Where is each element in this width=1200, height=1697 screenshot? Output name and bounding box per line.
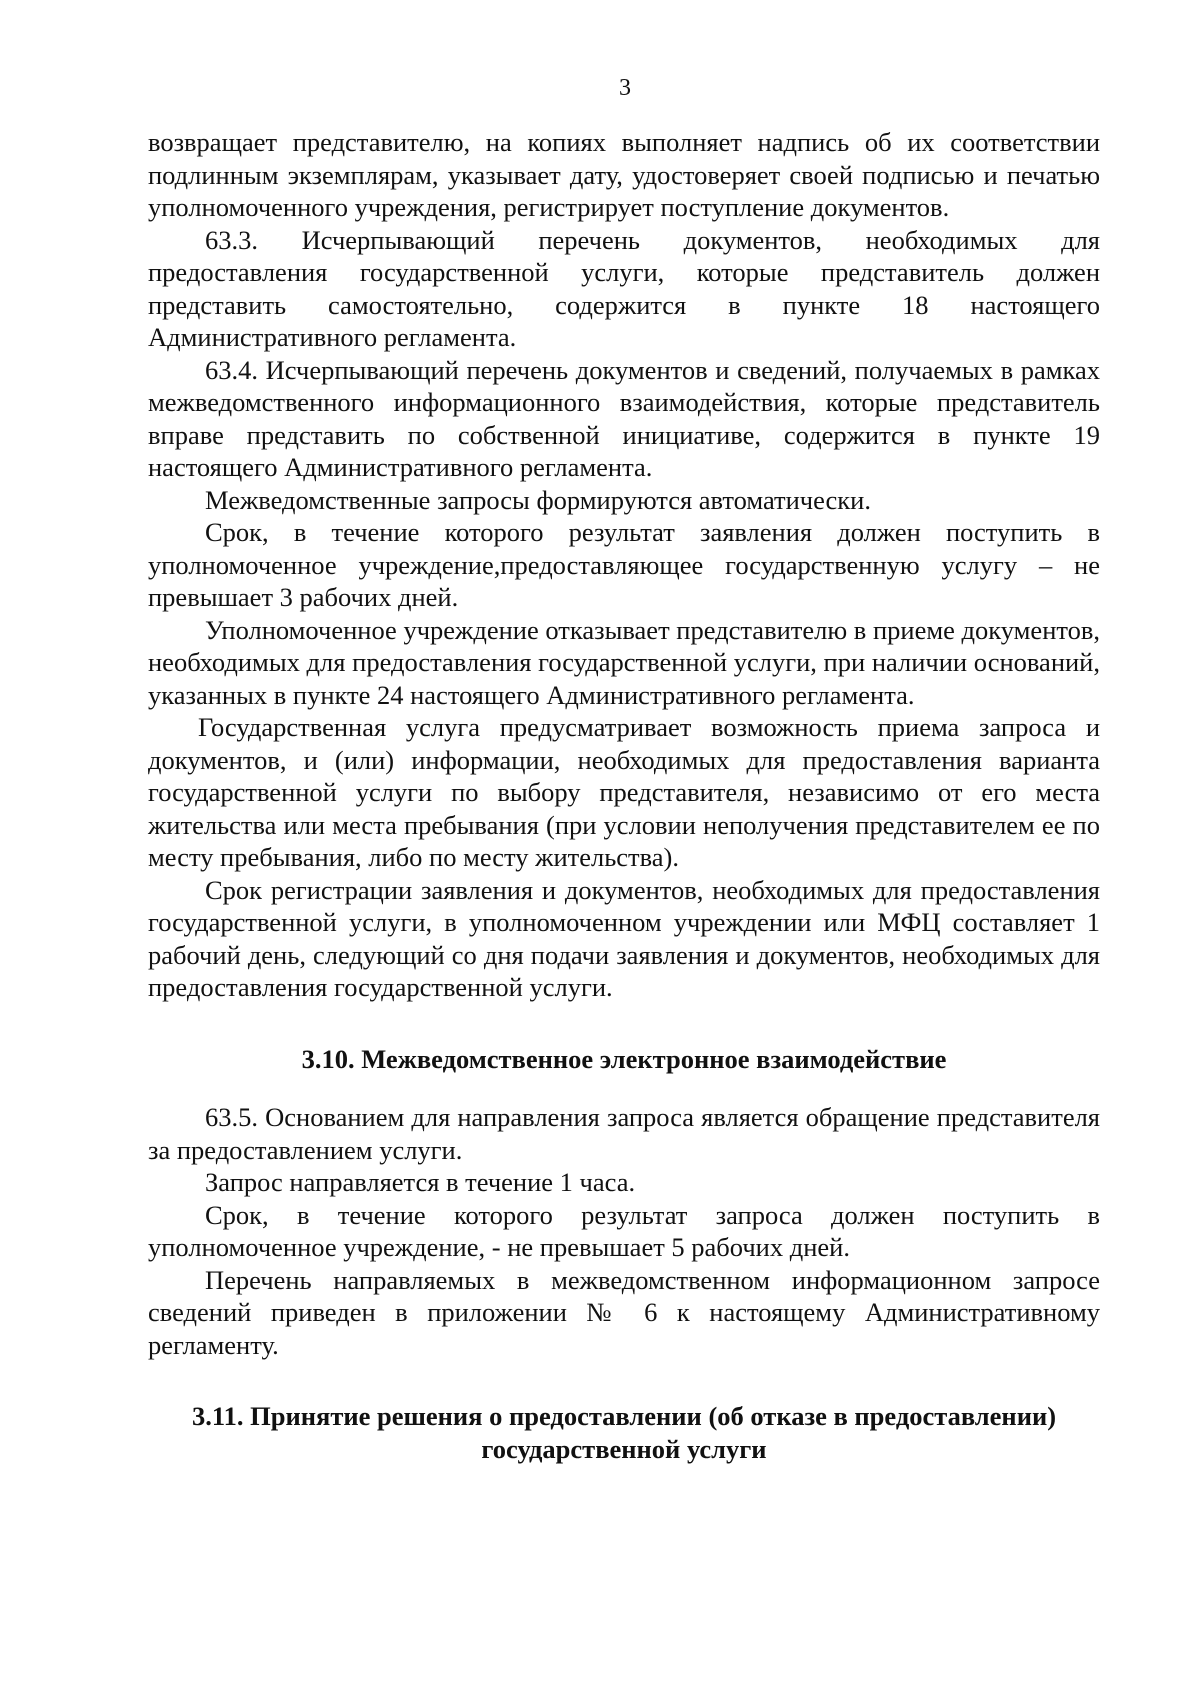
section-title-3-11-line-2: государственной услуги (481, 1433, 767, 1464)
paragraph-63-5: 63.5. Основанием для направления запроса является обращение представителя за предоставлением услуги. (148, 1102, 1100, 1165)
section-title-3-11-line-1: 3.11. Принятие решения о предоставлении (об отказе в предоставлении) (191, 1401, 1057, 1431)
paragraph-continuation: возвращает представителю, на копиях выполняет надпись об их соответствии подлинным экземплярам, указывает дату, удостоверяет своей подписью и печатью уполномоченного учреждения, регистрирует поступление документов. (148, 127, 1100, 222)
paragraph-appendix-reference: Перечень направляемых в межведомственном информационном запросе сведений приведен в приложении № 6 к настоящему Административному регламенту. (148, 1264, 1100, 1360)
paragraph-extraterritorial: Государственная услуга предусматривает возможность приема запроса и документов, и (или) информации, необходимых для предоставления варианта государственной услуги по выбору представителя, независимо от его места жительства или места пребывания (при условии неполучения представителем ее по месту пребывания, либо по месту жительства). (148, 712, 1100, 872)
paragraph-request-result-deadline: Срок, в течение которого результат запроса должен поступить в уполномоченное учреждение, - не превышает 5 рабочих дней. (148, 1199, 1100, 1262)
paragraph-result-deadline: Срок, в течение которого результат заявления должен поступить в уполномоченное учреждение,предоставляющее государственную услугу – не превышает 3 рабочих дней. (148, 517, 1100, 612)
paragraph-63-4: 63.4. Исчерпывающий перечень документов и сведений, получаемых в рамках межведомственного информационного взаимодействия, которые представитель вправе представить по собственной инициативе, содержится в пункте 19 настоящего Административного регламента. (148, 354, 1100, 482)
paragraph-63-3: 63.3. Исчерпывающий перечень документов, необходимых для предоставления государственной услуги, которые представитель должен представить самостоятельно, содержится в пункте 18 настоящего Административного регламента. (148, 224, 1100, 352)
document-body (148, 126, 1100, 1465)
section-title-3-11 (148, 1400, 1100, 1465)
paragraph-registration-deadline: Срок регистрации заявления и документов, необходимых для предоставления государственной услуги, в уполномоченном учреждении или МФЦ составляет 1 рабочий день, следующий со дня подачи заявления и документов, необходимых для предоставления государственной услуги. (148, 874, 1100, 1002)
section-title-3-10: 3.10. Межведомственное электронное взаимодействие (301, 1043, 947, 1074)
paragraph-refusal: Уполномоченное учреждение отказывает представителю в приеме документов, необходимых для предоставления государственной услуги, при наличии оснований, указанных в пункте 24 настоящего Административного регламента. (148, 614, 1100, 710)
paragraph-request-time: Запрос направляется в течение 1 часа. (205, 1167, 636, 1197)
paragraph-interagency-requests: Межведомственные запросы формируются автоматически. (205, 484, 871, 515)
page-number: 3 (619, 75, 631, 101)
